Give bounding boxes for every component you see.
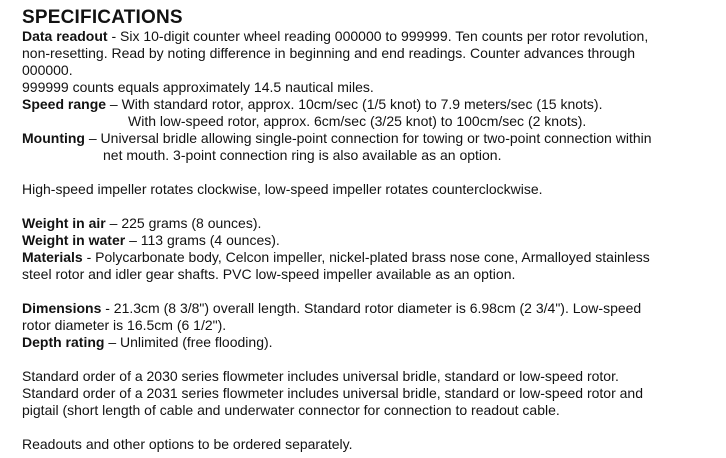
spec-line-continuation [22,62,718,79]
spec-text: 000000. [22,62,73,78]
spec-line-continuation [22,45,718,62]
spec-label: Materials [22,249,83,265]
paragraph-standard-order [22,368,718,419]
spec-text: – Unlimited (free flooding). [104,334,273,350]
spec-label: Mounting [22,130,85,146]
spec-line-materials [22,249,718,266]
spec-label: Depth rating [22,334,105,350]
spec-label: Weight in air [22,215,106,231]
spec-line-continuation [22,266,718,283]
spec-label: Data readout [22,28,108,44]
paragraph-impeller-note [22,181,718,198]
spec-line-continuation [128,113,718,130]
spec-line-weight-water [22,232,718,249]
spec-text: – Universal bridle allowing single-point connection for towing or two-point connection within [84,130,652,146]
spec-line-weight-air [22,215,718,232]
spec-text: rotor diameter is 16.5cm (6 1/2"). [22,317,227,333]
spec-line-mounting [22,130,718,147]
spec-line-readouts [22,436,718,453]
spec-text: – 113 grams (4 ounces). [125,232,280,248]
spec-line-data-readout [22,28,718,45]
paragraph-dimensions-depth [22,300,718,351]
spec-label: Speed range [22,96,107,112]
spec-line-impeller-rotation [22,181,718,198]
spec-label: Dimensions [22,300,102,316]
spec-line-dimensions [22,300,718,317]
spec-line-continuation [22,402,718,419]
spec-text: High-speed impeller rotates clockwise, low-speed impeller rotates counterclockwise. [22,181,543,197]
spec-text: non-resetting. Read by noting difference in beginning and end readings. Counter advances through [22,45,636,61]
spec-text: – 225 grams (8 ounces). [105,215,262,231]
spec-text: Readouts and other options to be ordered separately. [22,436,353,452]
spec-text: Standard order of a 2030 series flowmeter includes universal bridle, standard or low-speed rotor. [22,368,619,384]
spec-text: - Polycarbonate body, Celcon impeller, nickel-plated brass nose cone, Armalloyed stainless [82,249,650,265]
spec-text: net mouth. 3-point connection ring is also available as an option. [103,147,502,163]
paragraph-data-readout-speed-mounting [22,28,718,164]
spec-text: Standard order of a 2031 series flowmeter includes universal bridle, standard or low-speed rotor and [22,385,644,401]
spec-line-order-2031 [22,385,718,402]
spec-line-order-2030 [22,368,718,385]
spec-line-speed-range [22,96,718,113]
spec-line-continuation [22,317,718,334]
paragraph-weight-materials [22,215,718,283]
spec-text: - Six 10-digit counter wheel reading 000000 to 999999. Ten counts per rotor revolution, [107,28,649,44]
spec-text: - 21.3cm (8 3/8") overall length. Standard rotor diameter is 6.98cm (2 3/4"). Low-speed [101,300,642,316]
spec-text: 999999 counts equals approximately 14.5 nautical miles. [22,79,374,95]
spec-line-depth-rating [22,334,718,351]
spec-text: With low-speed rotor, approx. 6cm/sec (3/25 knot) to 100cm/sec (2 knots). [128,113,587,129]
spec-label: Weight in water [22,232,126,248]
page-title: SPECIFICATIONS [22,7,183,28]
paragraph-readouts-note [22,436,718,453]
spec-text: pigtail (short length of cable and underwater connector for connection to readout cable. [22,402,560,418]
spec-text: – With standard rotor, approx. 10cm/sec (1/5 knot) to 7.9 meters/sec (15 knots). [106,96,603,112]
spec-line-counts-note [22,79,718,96]
spec-text: steel rotor and idler gear shafts. PVC low-speed impeller available as an option. [22,266,516,282]
spec-line-continuation [103,147,718,164]
